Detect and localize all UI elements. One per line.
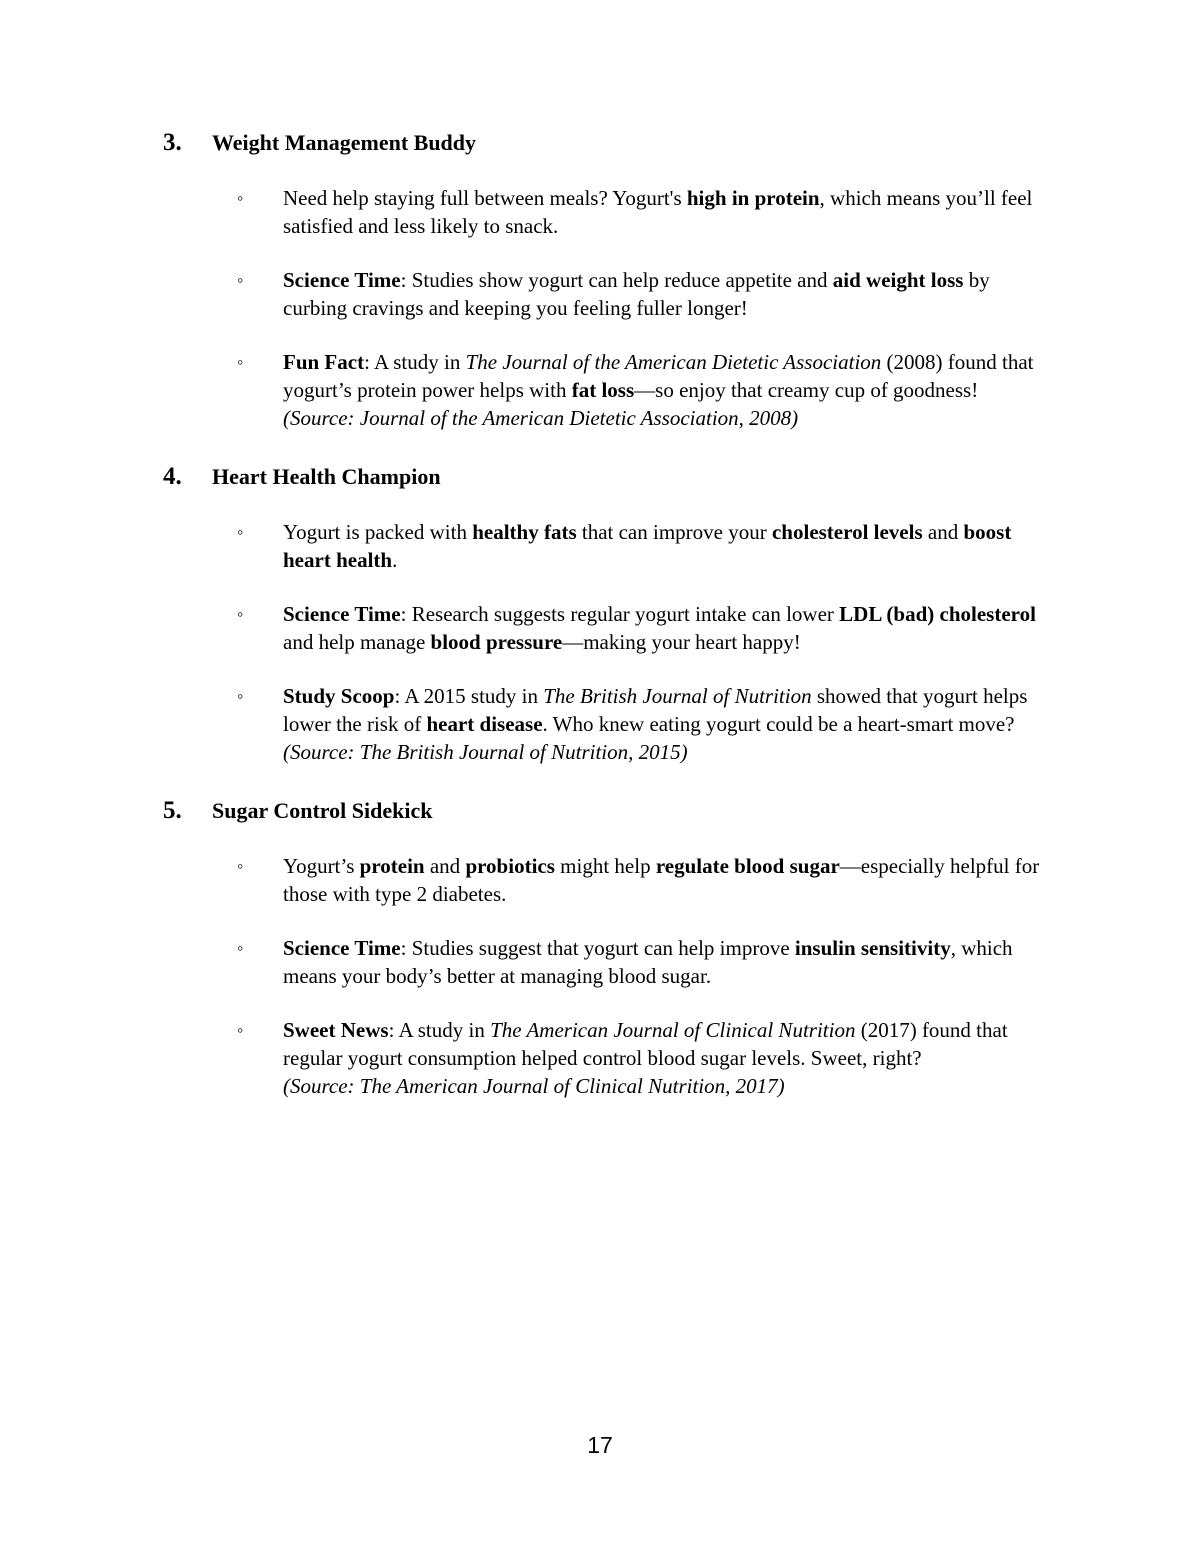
text-run: —especially helpful for those with type 2 diabetes. [283, 854, 1040, 906]
bullet-text [283, 184, 1049, 240]
bullet-item [237, 1016, 1063, 1100]
bullet-circle-icon: ◦ [237, 1020, 244, 1040]
bullet-text [283, 518, 1049, 574]
text-run: (Source: The British Journal of Nutrition, 2015) [283, 740, 688, 764]
section-item [163, 462, 1063, 766]
text-run: boost heart health [283, 520, 1012, 572]
bullet-circle-icon: ◦ [237, 938, 244, 958]
bullet-text [283, 266, 1049, 322]
text-run: : Research suggests regular yogurt intake can lower [400, 602, 840, 626]
section-number: 5. [163, 797, 182, 824]
text-run: cholesterol levels [771, 520, 923, 544]
text-run: protein [359, 854, 425, 878]
text-run: and help manage [283, 630, 431, 654]
text-run: (2008) found that yogurt’s protein power helps with [283, 350, 1034, 402]
bullet-item [237, 348, 1063, 432]
bullet-item [237, 266, 1063, 322]
text-run: and [424, 854, 466, 878]
text-run: by curbing cravings and keeping you feeling fuller longer! [283, 268, 990, 320]
text-run: Yogurt’s [283, 854, 360, 878]
text-run: , which means your body’s better at managing blood sugar. [283, 936, 1013, 988]
section-heading [163, 462, 1063, 492]
section-heading [163, 796, 1063, 826]
text-run: The Journal of the American Dietetic Association [465, 350, 882, 374]
text-run: Need help staying full between meals? Yogurt's [283, 186, 687, 210]
text-run: regulate blood sugar [655, 854, 840, 878]
text-run: fat loss [571, 378, 635, 402]
text-run: LDL (bad) cholesterol [839, 602, 1036, 626]
text-run: (2017) found that regular yogurt consumption helped control blood sugar levels. Sweet, right? [283, 1018, 1008, 1070]
text-run: probiotics [465, 854, 555, 878]
text-run: heart disease [426, 712, 543, 736]
page-number: 17 [587, 1432, 613, 1458]
text-run: blood pressure [430, 630, 563, 654]
section-item [163, 796, 1063, 1100]
text-run: . [392, 548, 398, 572]
bullet-item [237, 600, 1063, 656]
bullet-item [237, 518, 1063, 574]
bullet-circle-icon: ◦ [237, 270, 244, 290]
bullet-item [237, 184, 1063, 240]
text-run: aid weight loss [832, 268, 964, 292]
bullet-circle-icon: ◦ [237, 352, 244, 372]
section-title: Heart Health Champion [212, 464, 441, 489]
bullet-circle-icon: ◦ [237, 686, 244, 706]
bullet-circle-icon: ◦ [237, 522, 244, 542]
text-run: : A study in [388, 1018, 491, 1042]
text-run: Science Time [283, 602, 401, 626]
bullet-text [283, 852, 1049, 908]
text-run: showed that yogurt helps lower the risk of [283, 684, 1028, 736]
text-run: Science Time [283, 268, 401, 292]
benefits-list [163, 128, 1063, 1100]
text-run: (Source: Journal of the American Dietetic Association, 2008) [283, 406, 799, 430]
bullet-circle-icon: ◦ [237, 856, 244, 876]
text-run: : Studies show yogurt can help reduce appetite and [400, 268, 833, 292]
text-run: Fun Fact [283, 350, 365, 374]
bullet-text [283, 682, 1049, 766]
text-run: The American Journal of Clinical Nutrition [490, 1018, 856, 1042]
text-run: Yogurt is packed with [283, 520, 473, 544]
text-run: insulin sensitivity [794, 936, 951, 960]
bullet-list [163, 518, 1063, 766]
section-item [163, 128, 1063, 432]
section-number: 3. [163, 129, 182, 156]
document-content [163, 128, 1063, 1100]
text-run: : A study in [364, 350, 466, 374]
bullet-item [237, 852, 1063, 908]
section-title: Sugar Control Sidekick [212, 798, 433, 823]
text-run: . Who knew eating yogurt could be a heart-smart move? [542, 712, 1015, 736]
text-run: (Source: The American Journal of Clinical Nutrition, 2017) [283, 1074, 785, 1098]
text-run: —so enjoy that creamy cup of goodness! [634, 378, 979, 402]
section-title: Weight Management Buddy [212, 130, 477, 155]
section-number: 4. [163, 463, 182, 490]
text-run: healthy fats [472, 520, 577, 544]
text-run: The British Journal of Nutrition [543, 684, 812, 708]
text-run: , which means you’ll feel satisfied and less likely to snack. [283, 186, 1033, 238]
bullet-text [283, 348, 1049, 432]
text-run: that can improve your [576, 520, 772, 544]
section-heading [163, 128, 1063, 158]
bullet-text [283, 934, 1049, 990]
text-run: Science Time [283, 936, 401, 960]
text-run: might help [554, 854, 656, 878]
bullet-circle-icon: ◦ [237, 604, 244, 624]
bullet-item [237, 682, 1063, 766]
text-run: —making your heart happy! [562, 630, 801, 654]
text-run: Sweet News [283, 1018, 389, 1042]
bullet-list [163, 852, 1063, 1100]
text-run: and [922, 520, 964, 544]
bullet-circle-icon: ◦ [237, 188, 244, 208]
text-run: : A 2015 study in [394, 684, 544, 708]
bullet-text [283, 1016, 1049, 1100]
bullet-list [163, 184, 1063, 432]
text-run: : Studies suggest that yogurt can help improve [400, 936, 795, 960]
text-run: Study Scoop [283, 684, 395, 708]
text-run: high in protein [686, 186, 820, 210]
bullet-item [237, 934, 1063, 990]
bullet-text [283, 600, 1049, 656]
